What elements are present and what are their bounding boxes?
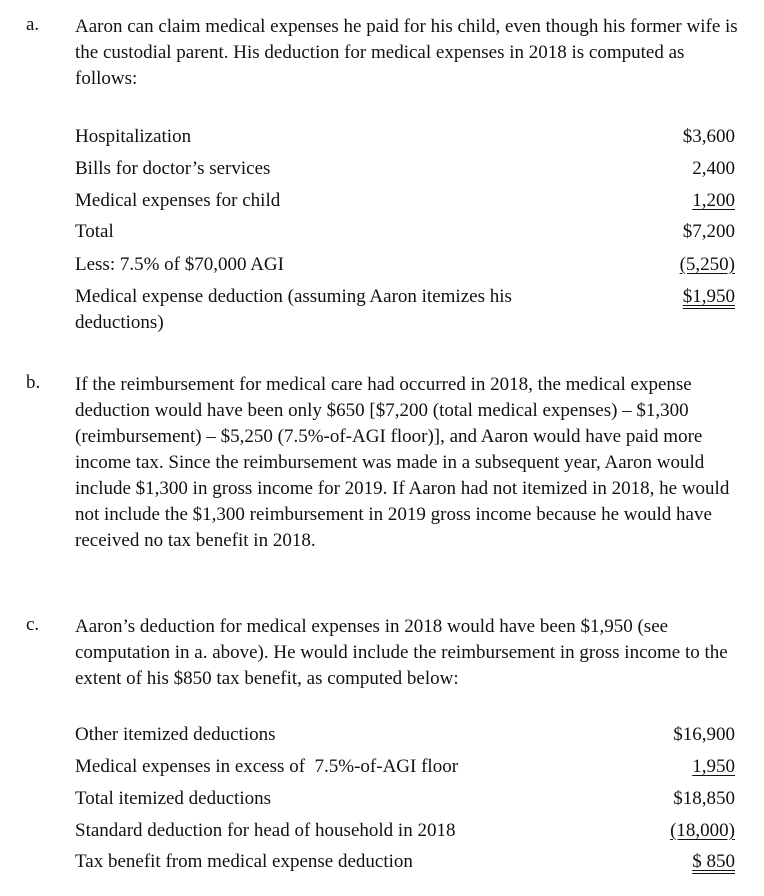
table-row bbox=[75, 722, 735, 750]
row-label: Medical expenses for child bbox=[75, 190, 281, 211]
row-label: Hospitalization bbox=[75, 126, 192, 147]
table-row bbox=[75, 156, 735, 184]
section-b-marker: b. bbox=[26, 372, 41, 393]
table-row bbox=[75, 219, 735, 247]
table-row bbox=[75, 284, 735, 338]
section-c-intro: Aaron’s deduction for medical expenses in 2018 would have been $1,950 (see computation in a. above). He would include the reimbursement in gross income to the extent of his $850 tax benefit, as computed below: bbox=[75, 616, 728, 689]
row-label: Tax benefit from medical expense deduction bbox=[75, 851, 413, 872]
table-row bbox=[75, 188, 735, 216]
row-label: Other itemized deductions bbox=[75, 724, 276, 745]
table-row bbox=[75, 849, 735, 877]
row-amount: $3,600 bbox=[682, 126, 735, 147]
row-amount: 1,200 bbox=[692, 190, 735, 211]
table-row bbox=[75, 786, 735, 814]
row-amount: $7,200 bbox=[682, 221, 735, 242]
section-b-text: If the reimbursement for medical care had occurred in 2018, the medical expense deduction would have been only $650 [$7,200 (total medical expenses) – $1,300 (reimbursement) – $5,250 (7.5%-of-AGI floor)], and Aaron would have paid more income tax. Since the reimbursement was made in a subsequent year, Aaron would include $1,300 in gross income for 2019. If Aaron had not itemized in 2018, he would not include the $1,300 reimbursement in 2019 gross income because he would have received no tax benefit in 2018. bbox=[75, 374, 730, 551]
table-row bbox=[75, 252, 735, 280]
section-a-intro: Aaron can claim medical expenses he paid for his child, even though his former wife is the custodial parent. His deduction for medical expenses in 2018 is computed as follows: bbox=[75, 16, 738, 89]
row-label: Total bbox=[75, 221, 114, 242]
row-amount: $16,900 bbox=[673, 724, 735, 745]
row-amount: $1,950 bbox=[682, 286, 735, 307]
row-amount: $ 850 bbox=[692, 851, 735, 872]
row-amount: 2,400 bbox=[692, 158, 735, 179]
table-row bbox=[75, 818, 735, 846]
table-row bbox=[75, 754, 735, 782]
row-label: Bills for doctor’s services bbox=[75, 158, 271, 179]
table-row bbox=[75, 124, 735, 152]
row-amount: (5,250) bbox=[679, 254, 735, 275]
row-amount: (18,000) bbox=[670, 820, 735, 841]
row-label: Medical expense deduction (assuming Aaron itemizes his deductions) bbox=[75, 286, 512, 333]
row-label: Less: 7.5% of $70,000 AGI bbox=[75, 254, 284, 275]
row-amount: $18,850 bbox=[673, 788, 735, 809]
row-label: Total itemized deductions bbox=[75, 788, 272, 809]
section-c-marker: c. bbox=[26, 614, 40, 635]
row-amount: 1,950 bbox=[692, 756, 735, 777]
section-a-marker: a. bbox=[26, 14, 40, 35]
row-label: Medical expenses in excess of 7.5%-of-AGI floor bbox=[75, 756, 459, 777]
row-label: Standard deduction for head of household in 2018 bbox=[75, 820, 456, 841]
